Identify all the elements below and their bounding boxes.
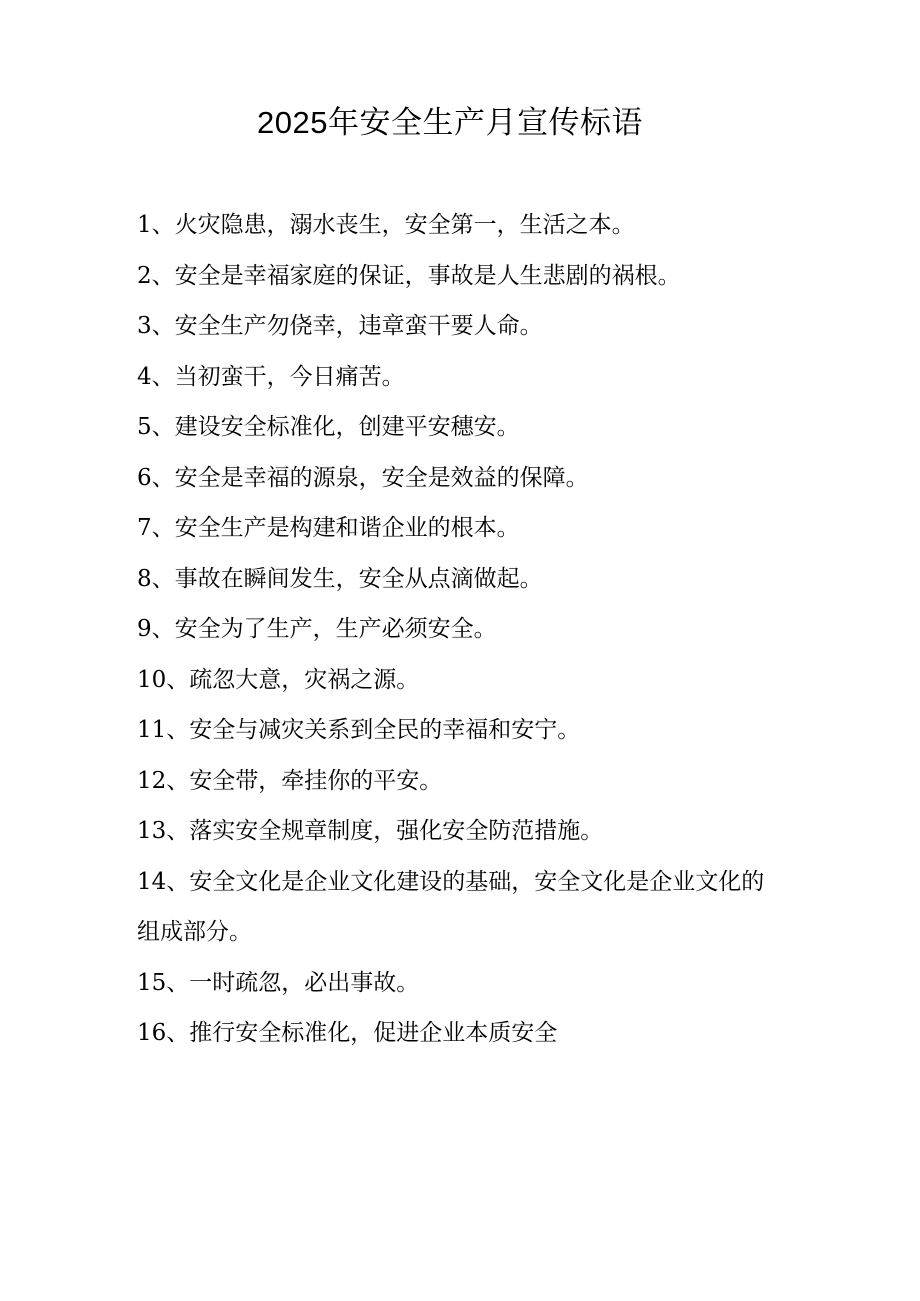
slogan-item-10: 10、疏忽大意，灾祸之源。 [137,666,420,693]
slogan-item-7: 7、安全生产是构建和谐企业的根本。 [137,515,520,541]
slogan-item-2: 2、安全是幸福家庭的保证，事故是人生悲剧的祸根。 [137,262,681,289]
slogan-item-8: 8、事故在瞬间发生，安全从点滴做起。 [137,565,543,592]
slogan-item-12: 12、安全带，牵挂你的平安。 [137,767,443,794]
slogan-item-14: 14、安全文化是企业文化建设的基础，安全文化是企业文化的组成部分。 [137,868,765,945]
slogan-item-5: 5、建设安全标准化，创建平安穗安。 [137,414,520,440]
slogan-item-6: 6、安全是幸福的源泉，安全是效益的保障。 [137,464,589,491]
slogan-item-15: 15、一时疏忽，必出事故。 [137,969,420,996]
slogan-item-4: 4、当初蛮干，今日痛苦。 [137,363,405,390]
slogan-item-11: 11、安全与减灾关系到全民的幸福和安宁。 [137,717,581,743]
document-title: 2025年安全生产月宣传标语 [257,105,643,140]
slogan-item-9: 9、安全为了生产，生产必须安全。 [137,616,497,642]
slogan-item-3: 3、安全生产勿侥幸，违章蛮干要人命。 [137,313,543,339]
slogan-item-1: 1、火灾隐患，溺水丧生，安全第一，生活之本。 [137,212,635,238]
slogan-item-16: 16、推行安全标准化，促进企业本质安全 [137,1020,558,1046]
slogan-item-13: 13、落实安全规章制度，强化安全防范措施。 [137,818,604,844]
slogan-list [137,200,777,1059]
